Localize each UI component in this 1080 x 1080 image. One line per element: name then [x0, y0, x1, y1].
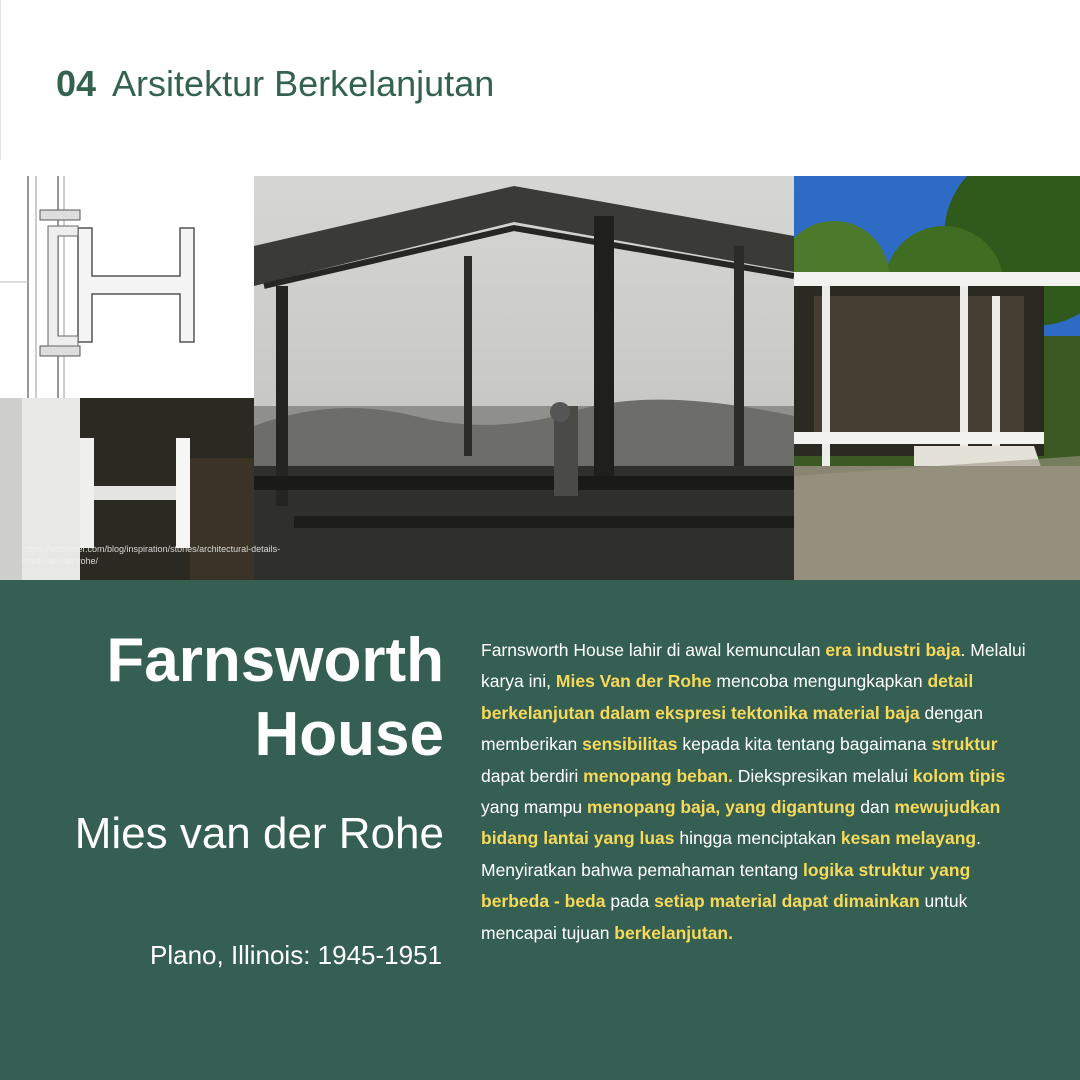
highlighted-phrase: Mies Van der Rohe	[555, 671, 712, 692]
body-text-segment: Farnsworth House lahir di awal kemunculan	[481, 640, 826, 660]
highlighted-phrase: mewujudkan bidang lantai yang luas	[481, 797, 1001, 849]
body-text-segment: hingga menciptakan	[674, 828, 841, 849]
body-text-segment: . Menyiratkan bahwa pemahaman tentang	[481, 828, 981, 880]
body-text-segment: untuk mencapai tujuan	[481, 891, 968, 943]
highlighted-phrase: logika struktur yang berbeda - beda	[481, 859, 971, 912]
location-and-years: Plano, Illinois: 1945-1951	[150, 940, 442, 970]
steel-column-section-drawing	[0, 176, 254, 398]
architect-name: Mies van der Rohe	[74, 809, 444, 858]
highlighted-phrase: menopang baja, yang digantung	[587, 797, 856, 818]
farnsworth-house-exterior-photo	[794, 176, 1080, 580]
photo-strip	[0, 176, 1080, 580]
body-text-segment: pada	[605, 891, 655, 912]
highlighted-phrase: sensibilitas	[582, 734, 678, 755]
body-text-segment: . Melalui karya ini,	[481, 640, 1026, 692]
highlighted-phrase: detail berkelanjutan dalam ekspresi tektonika material baja	[481, 671, 974, 723]
body-text-segment: Diekspresikan melalui	[732, 765, 913, 786]
highlighted-phrase: kolom tipis	[912, 765, 1006, 786]
highlighted-phrase: menopang beban.	[583, 765, 733, 786]
body-text-segment: mencoba mengungkapkan	[711, 671, 928, 692]
highlighted-phrase: struktur	[931, 734, 998, 755]
farnsworth-construction-photo	[254, 176, 794, 580]
house-title: Farnsworth House	[106, 626, 444, 769]
section-number: 04	[56, 63, 97, 104]
header-divider	[0, 0, 1, 160]
description-paragraph	[481, 635, 1041, 949]
body-text-segment: dapat berdiri	[481, 765, 584, 786]
highlighted-phrase: setiap material dapat dimainkan	[654, 891, 920, 912]
body-text-segment: dan	[855, 797, 895, 818]
body-text-segment: kepada kita tentang bagaimana	[677, 734, 932, 755]
highlighted-phrase: era industri baja	[825, 640, 961, 660]
body-text-segment: yang mampu	[481, 797, 588, 818]
info-panel	[0, 580, 1080, 1080]
header	[0, 0, 1080, 176]
highlighted-phrase: kesan melayang	[840, 828, 977, 849]
highlighted-phrase: berkelanjutan.	[614, 922, 733, 943]
section-title-text: Arsitektur Berkelanjutan	[112, 63, 495, 104]
body-text-segment: dengan memberikan	[481, 702, 983, 755]
image-credit: https://architizer.com/blog/inspiration/stories/architectural-details-mies-van-der-rohe/	[22, 544, 281, 566]
section-title	[56, 62, 494, 106]
